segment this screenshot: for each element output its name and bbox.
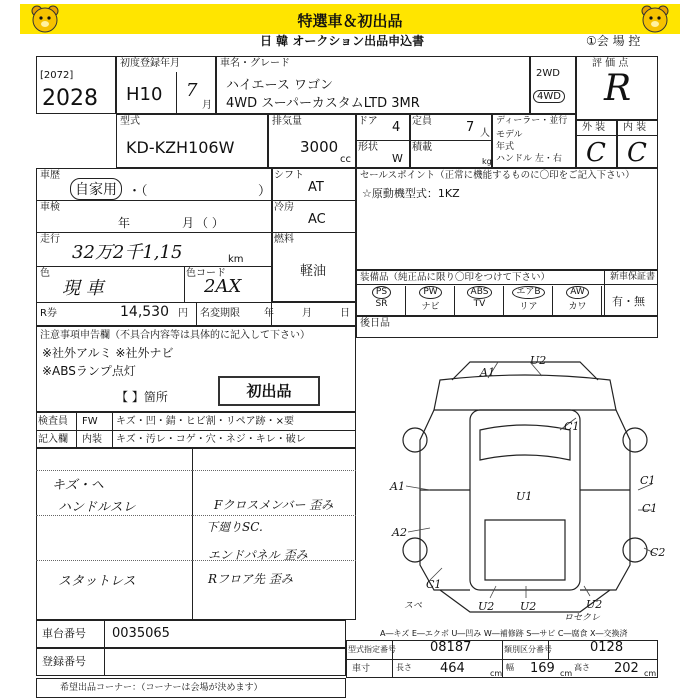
damage-mark: ロセクレ bbox=[564, 613, 601, 623]
model-name-line1: ハイエース ワゴン bbox=[226, 78, 333, 93]
equipment-item bbox=[407, 286, 455, 316]
hand-note-left-1: キズ・ヘ bbox=[52, 478, 104, 493]
damage-mark: U2 bbox=[478, 600, 495, 613]
sales-note: ☆原動機型式：1KZ bbox=[362, 187, 460, 200]
history-value: 自家用 bbox=[70, 178, 122, 200]
mileage-value: 32万2千1,15 bbox=[72, 242, 183, 263]
damage-mark: U1 bbox=[516, 490, 533, 503]
mascot-bear-icon bbox=[640, 4, 670, 34]
model-code-value: KD-KZH106W bbox=[126, 138, 235, 157]
notes-line2: ※ABSランプ点灯 bbox=[42, 364, 136, 378]
lot-number: 2028 bbox=[42, 86, 98, 111]
class-num-value: 0128 bbox=[590, 640, 624, 655]
fuel-value: 軽油 bbox=[300, 264, 327, 279]
equipment-item-bottom: カワ bbox=[568, 302, 587, 312]
venue-copy-label: ①会 場 控 bbox=[586, 34, 641, 48]
equipment-item bbox=[456, 286, 504, 316]
damage-mark: C1 bbox=[426, 578, 442, 591]
damage-mark: U2 bbox=[530, 354, 547, 367]
exterior-value: C bbox=[586, 138, 606, 168]
equipment-item bbox=[358, 286, 406, 316]
damage-legend: A―キズ E―エクボ U―凹み W―補修跡 S―サビ C―腐食 X―交換済 bbox=[380, 629, 628, 638]
hand-note-right-2: 下廻りSC. bbox=[206, 520, 263, 534]
equipment-item-top: PS bbox=[372, 286, 391, 299]
equipment-item-bottom: ナビ bbox=[421, 302, 440, 312]
hand-note-right-1: Fクロスメンバー 歪み bbox=[214, 498, 334, 512]
capacity-value: 7 bbox=[466, 120, 475, 135]
equipment-item bbox=[505, 286, 553, 316]
recycle-value: 14,530 bbox=[120, 304, 169, 320]
damage-mark: C1 bbox=[564, 420, 580, 433]
drive-4wd: 4WD bbox=[533, 90, 565, 103]
hand-note-right-4: Rフロア先 歪み bbox=[208, 572, 293, 586]
first-reg-label: 初度登録年月 bbox=[120, 58, 180, 69]
damage-mark: U2 bbox=[586, 598, 603, 611]
dim-width: 169 bbox=[530, 661, 555, 676]
vin-tail-value: 08187 bbox=[430, 640, 472, 655]
equipment-item-top: ABS bbox=[467, 286, 493, 299]
equipment-item-top: AW bbox=[566, 286, 589, 299]
interior-value: C bbox=[627, 138, 647, 168]
damage-mark: C1 bbox=[640, 474, 656, 487]
model-name-label: 車名・グレード bbox=[220, 58, 290, 69]
damage-mark: C1 bbox=[642, 502, 658, 515]
shape-value: W bbox=[392, 152, 403, 165]
dim-length: 464 bbox=[440, 661, 465, 676]
hand-note-right-3: エンドパネル 歪み bbox=[208, 548, 308, 562]
lot-code: [2072] bbox=[40, 70, 74, 81]
shift-value: AT bbox=[308, 180, 324, 195]
hand-note-left-2: ハンドルスレ bbox=[58, 500, 136, 515]
grade-value: R bbox=[604, 68, 632, 109]
equipment-item-top: エアB bbox=[512, 286, 544, 299]
displacement-label: 排気量 bbox=[272, 116, 302, 127]
equipment-item-bottom: リア bbox=[519, 302, 538, 312]
sales-point-box bbox=[356, 168, 658, 270]
first-listing-stamp: 初出品 bbox=[218, 376, 320, 406]
aircon-value: AC bbox=[308, 212, 326, 227]
grade-label: 評 価 点 bbox=[592, 58, 629, 69]
damage-mark: A2 bbox=[392, 526, 407, 539]
equipment-item-top: PW bbox=[419, 286, 441, 299]
banner-title: 特選車＆初出品 bbox=[297, 12, 403, 30]
vehicle-damage-diagram bbox=[380, 350, 670, 622]
drive-box bbox=[530, 56, 576, 114]
hand-note-left-3: スタットレス bbox=[58, 574, 136, 589]
model-name-line2: 4WD スーパーカスタムLTD 3MR bbox=[226, 96, 420, 111]
first-reg-month: 7 bbox=[186, 80, 198, 101]
damage-mark: A1 bbox=[390, 480, 405, 493]
damage-mark: スペ bbox=[404, 601, 423, 611]
equipment-item-bottom: TV bbox=[473, 299, 486, 309]
form-title: 日 韓 オークション出品申込書 bbox=[260, 34, 425, 48]
notes-line1: ※社外アルミ ※社外ナビ bbox=[42, 346, 174, 360]
doors-value: 4 bbox=[392, 120, 401, 135]
equipment-list bbox=[358, 286, 602, 316]
model-code-label: 型式 bbox=[120, 116, 140, 127]
dim-height: 202 bbox=[614, 661, 639, 676]
van-outline-svg bbox=[380, 350, 670, 622]
warranty-value: 有・無 bbox=[612, 295, 645, 308]
color-value: 現 車 bbox=[62, 278, 104, 299]
color-code-value: 2AX bbox=[204, 276, 242, 297]
damage-mark: A1 bbox=[480, 366, 495, 379]
equipment-item-bottom: SR bbox=[375, 299, 388, 309]
displacement-value: 3000 bbox=[300, 138, 339, 156]
first-reg-year: H10 bbox=[126, 84, 163, 105]
equipment-item bbox=[554, 286, 602, 316]
drive-2wd: 2WD bbox=[536, 68, 560, 79]
top-banner bbox=[20, 4, 680, 34]
damage-mark: U2 bbox=[520, 600, 537, 613]
trunk-box bbox=[356, 316, 658, 338]
chassis-value: 0035065 bbox=[112, 626, 170, 641]
damage-mark: C2 bbox=[650, 546, 666, 559]
